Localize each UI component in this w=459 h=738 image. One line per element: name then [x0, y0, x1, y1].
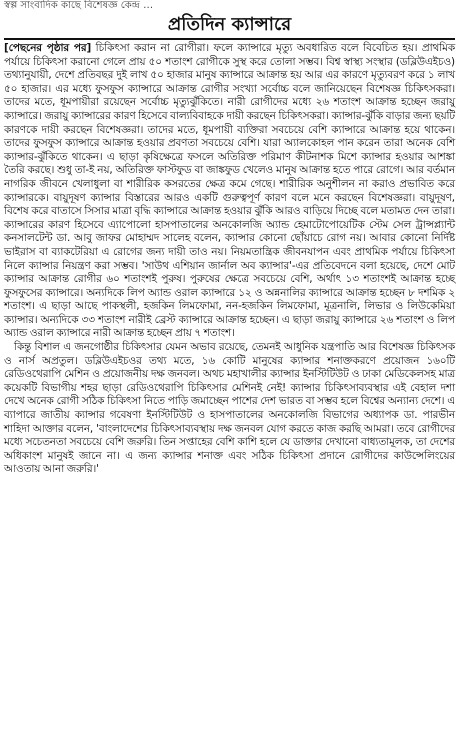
article-paragraph-1: [4, 42, 455, 341]
continued-from-marker: [পেছনের পৃষ্ঠার পর]: [4, 42, 92, 54]
cut-off-headline-fragment: স্বল্প সাংবাদিক কাছে বিশেষজ্ঞ কেন্দ্র …: [4, 0, 154, 11]
paragraph-2-text: কিন্তু বিশাল এ জনগোষ্ঠীর চিকিৎসার যেমন অভাব রয়েছে, তেমনই আধুনিক যন্ত্রপাতি আর বিশেষজ্ঞ চিকিৎসক ও নার্স অপ্রতুল। ডব্লিউএইচওর তথ্য মতে, ১৬ কোটি মানুষের ক্যান্সার শনাক্তকরণে প্রয়োজন ১৬০টি রেডিওথেরাপি মেশিন ও প্রয়োজনীয় দক্ষ জনবল। অথচ মহাখালীর ক্যান্সার ইনস্টিটিউট ও ঢাকা মেডিকেলসহ মাত্র কয়েকটি বিভাগীয় শহর ছাড়া রেডিওথেরাপি চিকিৎসার মেশিনই নেই! ক্যান্সার চিকিৎসাব্যবস্থার এই বেহাল দশা দেখে অনেক রোগী সঠিক চিকিৎসা নিতে পাড়ি জমাচ্ছেন পাশের দেশ ভারত বা সম্ভব হলে বিশ্বের অন্যান্য দেশে। এ ব্যাপারে জাতীয় ক্যান্সার গবেষণা ইনস্টিটিউট ও হাসপাতালের অনকোলজি বিভাগের অধ্যাপক ডা. পারভীন শাহিদা আক্তার বলেন, 'বাংলাদেশের চিকিৎসাব্যবস্থায় দক্ষ জনবল যোগ করতে কাজ করছি আমরা। তবে রোগীদের মধ্যে সচেতনতা সবচেয়ে বেশি জরুরি। তিন সপ্তাহের বেশি কাশি হলে যে ডাক্তার দেখানো বাধ্যতামূলক, তা দেশের অধিকাংশ মানুষই জানে না। এ জন্য ক্যান্সার শনাক্ত এবং সঠিক চিকিৎসা প্রদানে রোগীদের কাউন্সেলিংয়ের আওতায় আনা জরুরি।': [4, 341, 455, 476]
article-paragraph-2: [4, 341, 455, 477]
article-title: প্রতিদিন ক্যান্সারে: [4, 14, 455, 40]
paragraph-1-text: চিকিৎসা করান না রোগীরা। ফলে ক্যান্সারে মৃত্যু অবধারিত বলে বিবেচিত হয়। প্রাথমিক পর্যায়ে চিকিৎসা করানো গেলে প্রায় ৫০ শতাংশ রোগীকে সুস্থ করে তোলা সম্ভব। বিশ্ব স্বাস্থ্য সংস্থার (ডব্লিউএইচও) তথ্যানুযায়ী, দেশে প্রতিবছর দুই লাখ ৫০ হাজার মানুষ ক্যান্সারে আক্রান্ত হয় আর এর কারণে মৃত্যুবরণ করে ১ লাখ ৫০ হাজার। এর মধ্যে ফুসফুস ক্যান্সারে আক্রান্ত রোগীর সংখ্যা সর্বোচ্চ বলে জানিয়েছেন বিশেষজ্ঞ চিকিৎসকরা। তাদের মতে, ধূমপায়ীরা রয়েছেন সর্বোচ্চ মৃত্যুঝুঁকিতে। নারী রোগীদের মধ্যে ২৬ শতাংশ আক্রান্ত হচ্ছেন জরায়ু ক্যান্সারে। জরায়ু ক্যান্সারের কারণ হিসেবে বাল্যবিবাহকে দায়ী করছেন চিকিৎসকরা। ক্যান্সার-ঝুঁকি বাড়ার জন্য ছয়টি কারণকে দায়ী করছেন বিশেষজ্ঞরা। তাদের মতে, ধূমপায়ী ব্যক্তিরা সবচেয়ে বেশি ক্যান্সারে আক্রান্ত হয়ে থাকেন। তাদের ফুসফুস ক্যান্সারে আক্রান্ত হওয়ার প্রবণতা সবচেয়ে বেশি। যারা অ্যালকোহল পান করেন তারা অনেক বেশি ক্যান্সার-ঝুঁকিতে থাকেন। এ ছাড়া কৃষিক্ষেত্রে ফসলে অতিরিক্ত পরিমাণ কীটনাশক মিশে ক্যান্সার হওয়ার আশঙ্কা তৈরি করছে। শুধু তা-ই নয়, অতিরিক্ত ফাস্টফুড বা জাঙ্কফুড খেলেও মানুষ আক্রান্ত হতে পারে রোগে। আর বর্তমান নাগরিক জীবনে খেলাধুলা বা শারীরিক কসরতের ক্ষেত্র কমে গেছে। শারীরিক অনুশীলন না করাও প্রভাবিত করে ক্যান্সারকে। বায়ুদূষণ ক্যান্সার বিস্তারের আরও একটি গুরুত্বপূর্ণ কারণ বলে মনে করছেন বিশেষজ্ঞরা। বায়ুদূষণ, বিশেষ করে বাতাসে সিসার মাত্রা বৃদ্ধি ক্যান্সারে আক্রান্ত হওয়ার ঝুঁকি আরও বাড়িয়ে দিচ্ছে বলে মতামত দেন তারা। ক্যান্সারের কারণ হিসেবে এ্যাপোলো হাসপাতালের অনকোলজি অ্যান্ড হেমাটোপোয়েটিক স্টেম সেল ট্রান্সপ্ল্যান্ট কনসালটেন্ট ডা. আবু জাফর মোহাম্মদ সালেহ বলেন, ক্যান্সার কোনো ছোঁয়াচে রোগ নয়। আবার কোনো নির্দিষ্ট ভাইরাস বা ব্যাকটেরিয়া এ রোগের জন্য দায়ী তাও নয়। নিয়মতান্ত্রিক জীবনযাপন এবং প্রাথমিক পর্যায়ে চিকিৎসা নিলে ক্যান্সার নিয়ন্ত্রণ করা সম্ভব। 'সাউথ এশিয়ান জার্নাল অব ক্যান্সার'-এর প্রতিবেদনে বলা হয়েছে, দেশে মোট ক্যান্সার আক্রান্ত রোগীর ৬০ শতাংশই পুরুষ। পুরুষের ক্ষেত্রে সবচেয়ে বেশি, অর্থাৎ ১৩ শতাংশই আক্রান্ত হচ্ছে ফুসফুসের ক্যান্সারে। অন্যদিকে লিপ অ্যান্ড ওরাল ক্যান্সারে ১২ ও অন্ননালির ক্যান্সারে আক্রান্ত হচ্ছেন ৮ দশমিক ২ শতাংশ। এ ছাড়া আছে পাকস্থলী, হজকিন লিমফোমা, নন-হজকিন লিমফোমা, মূত্রনালি, লিভার ও লিউকেমিয়া ক্যান্সার। অন্যদিকে ৩৩ শতাংশ নারীই ব্রেস্ট ক্যান্সারে আক্রান্ত হচ্ছেন। এ ছাড়া জরায়ু ক্যান্সারে ২৬ শতাংশ ও লিপ অ্যান্ড ওরাল ক্যান্সারে নারী আক্রান্ত হচ্ছেন প্রায় ৭ শতাংশ।: [4, 42, 456, 340]
